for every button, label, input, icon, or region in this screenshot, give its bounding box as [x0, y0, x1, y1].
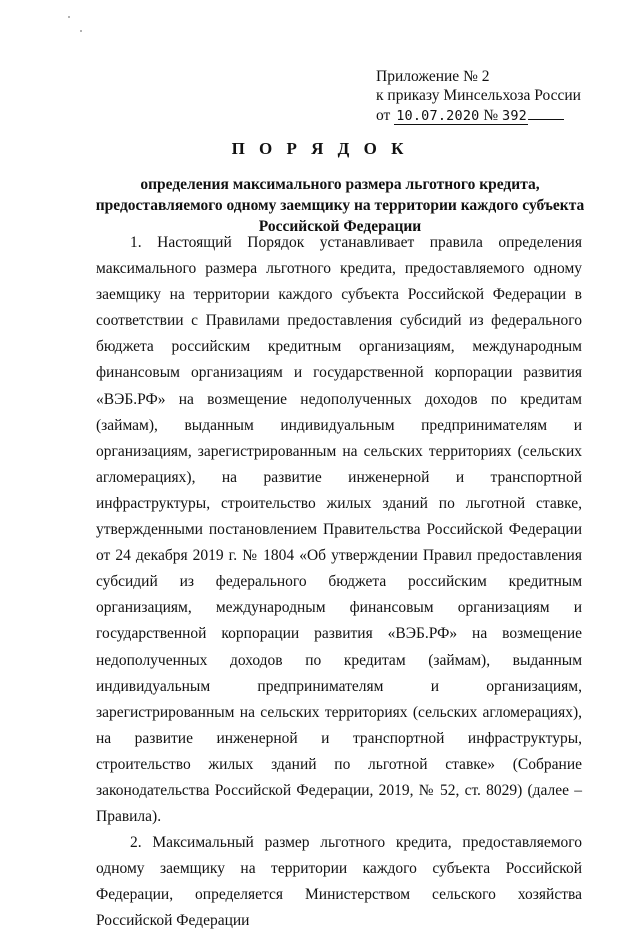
annex-date-prefix: от: [376, 107, 391, 124]
annex-number-label: №: [483, 107, 499, 124]
annex-title: Приложение № 2: [376, 68, 490, 85]
annex-date-line: [376, 105, 586, 125]
annex-date-value: 10.07.2020: [396, 108, 480, 124]
document-body: [96, 230, 582, 935]
annex-order-ref: к приказу Минсельхоза России: [376, 87, 581, 104]
annex-date-field: [394, 108, 528, 125]
scan-speck: [80, 30, 82, 32]
paragraph-1: 1. Настоящий Порядок устанавливает правила определения максимального размера льготного кредита, предоставляемого одному заемщику на территории каждого субъекта Российской Федерации в соответствии с Правилами предоставления субсидий из федерального бюджета российским кредитным организациям, международным финансовым организациям и государственной корпорации развития «ВЭБ.РФ» на возмещение недополученных доходов по кредитам (займам), выданным индивидуальным предпринимателям и организациям, зарегистрированным на сельских территориях (сельских агломерациях), на развитие инженерной и транспортной инфраструктуры, строительство жилых зданий по льготной ставке, утвержденными постановлением Правительства Российской Федерации от 24 декабря 2019 г. № 1804 «Об утверждении Правил предоставления субсидий из федерального бюджета российским кредитным организациям, международным финансовым организациям и государственной корпорации развития «ВЭБ.РФ» на возмещение недополученных доходов по кредитам (займам), выданным индивидуальным предпринимателям и организациям, зарегистрированным на сельских территориях (сельских агломерациях), на развитие инженерной и транспортной инфраструктуры, строительство жилых зданий по льготной ставке» (Собрание законодательства Российской Федерации, 2019, № 52, ст. 8029) (далее – Правила).: [96, 234, 582, 826]
scan-speck: [68, 16, 70, 18]
annex-number-value: 392: [502, 108, 528, 124]
annex-number-underline: [528, 105, 564, 120]
document-title: П О Р Я Д О К: [231, 139, 409, 158]
document-subtitle: определения максимального размера льготного кредита, предоставляемого одному заемщику на территории каждого субъекта Российской Федерации: [95, 176, 585, 235]
annex-block: [376, 67, 586, 125]
paragraph-2: 2. Максимальный размер льготного кредита, предоставляемого одному заемщику на территории каждого субъекта Российской Федерации, определяется Министерством сельского хозяйства Российской Федерации: [96, 834, 582, 930]
